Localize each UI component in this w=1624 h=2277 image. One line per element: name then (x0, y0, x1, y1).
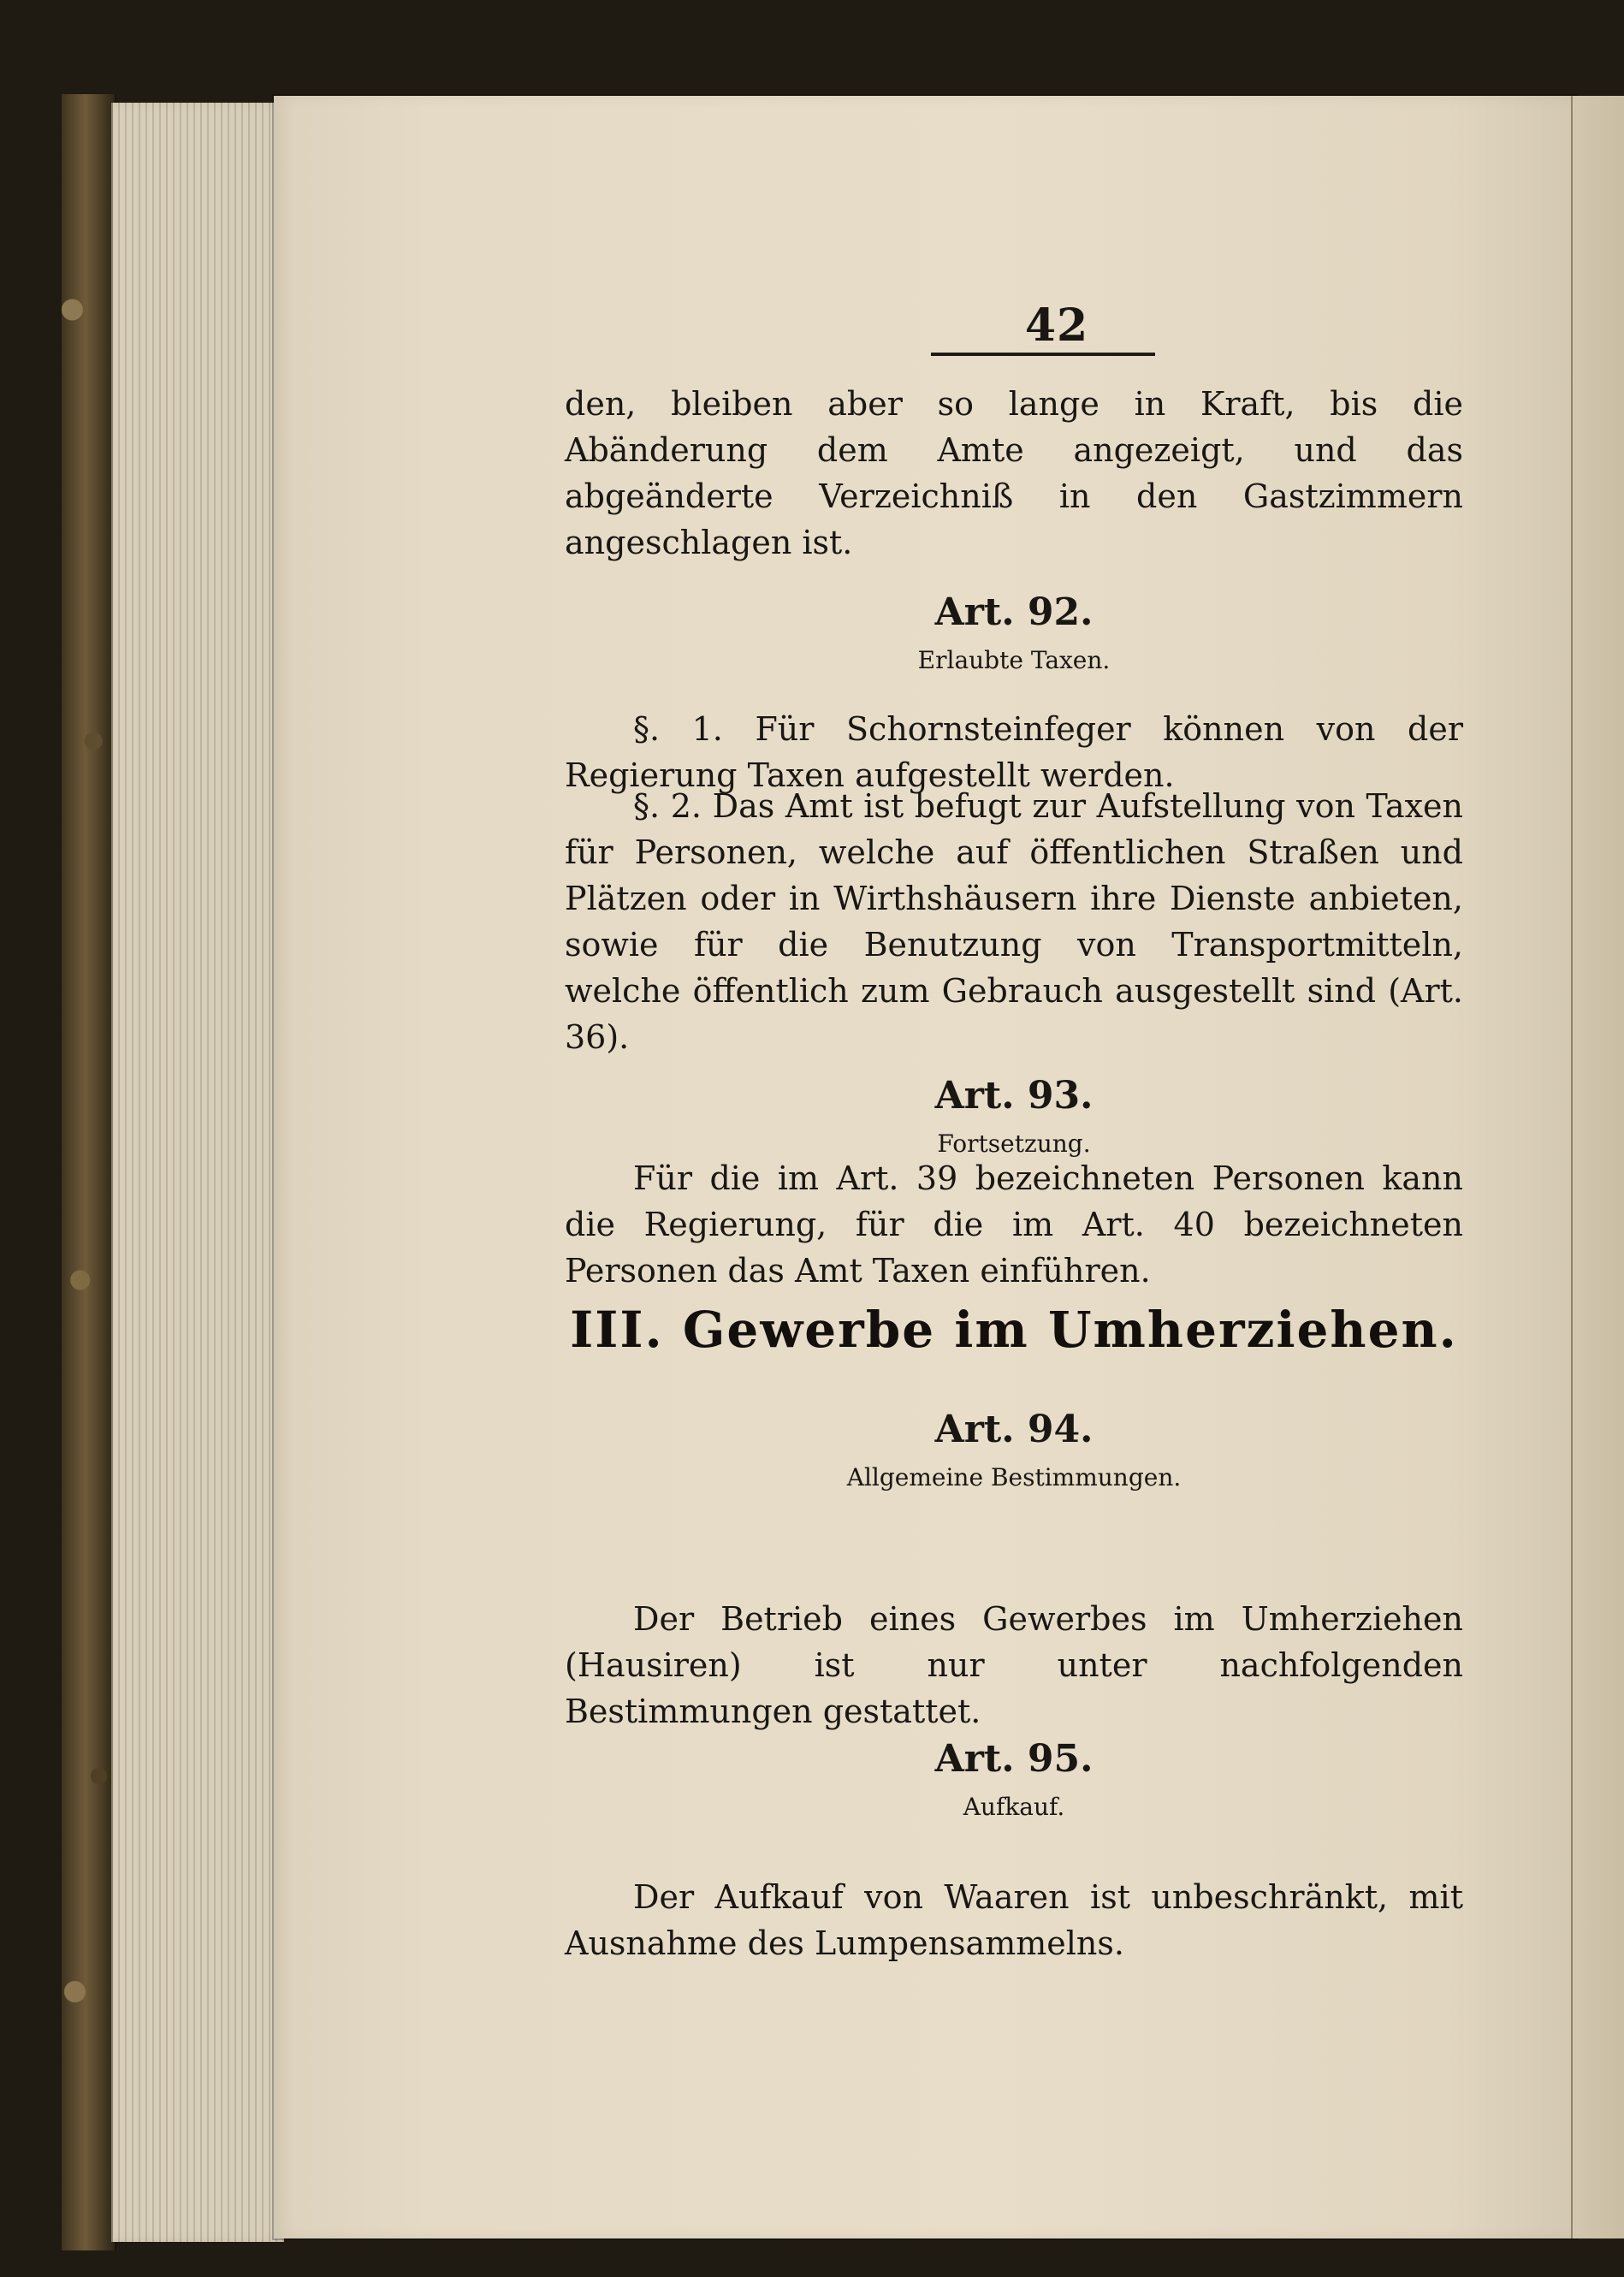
article-93-body: Für die im Art. 39 bezeichneten Personen kann die Regierung, für die im Art. 40 bezeichneten Personen das Amt Taxen einführen. (565, 1159, 1463, 1290)
page-number-rule (931, 353, 1155, 356)
page-stack (111, 103, 284, 2242)
article-92-title: Art. 92. (934, 590, 1094, 634)
article-94-body: Der Betrieb eines Gewerbes im Umherziehen (Hausiren) ist nur unter nachfolgenden Bestimmungen gestattet. (565, 1600, 1463, 1730)
right-page-edge (1571, 96, 1624, 2238)
article-92-subtitle: Erlaubte Taxen. (917, 646, 1111, 674)
article-92-paragraph-1: §. 1. Für Schornsteinfeger können von der Regierung Taxen aufgestellt werden. (565, 710, 1463, 794)
book-cover (62, 94, 116, 2250)
article-95-subtitle: Aufkauf. (963, 1793, 1065, 1821)
article-94-title: Art. 94. (934, 1408, 1094, 1451)
page-content (282, 205, 1480, 2002)
section-heading: III. Gewerbe im Umherziehen. (570, 1301, 1458, 1359)
article-95-title: Art. 95. (934, 1737, 1094, 1781)
paragraph-1: den, bleiben aber so lange in Kraft, bis die Abänderung dem Amte angezeigt, und das abgeänderte Verzeichniß in den Gastzimmern angeschlagen ist. (565, 385, 1463, 561)
page-number: 42 (1024, 299, 1089, 352)
article-93-title: Art. 93. (934, 1074, 1094, 1118)
article-92-paragraph-2: §. 2. Das Amt ist befugt zur Aufstellung von Taxen für Personen, welche auf öffentlichen Straßen und Plätzen oder in Wirthshäusern ihre Dienste anbieten, sowie für die Benutzung von Transportmitteln, welche öffentlich zum Gebrauch ausgestellt sind (Art. 36). (565, 787, 1463, 1056)
article-94-subtitle: Allgemeine Bestimmungen. (846, 1463, 1182, 1491)
article-95-body: Der Aufkauf von Waaren ist unbeschränkt, mit Ausnahme des Lumpensammelns. (565, 1878, 1463, 1962)
article-93-subtitle: Fortsetzung. (937, 1130, 1091, 1158)
